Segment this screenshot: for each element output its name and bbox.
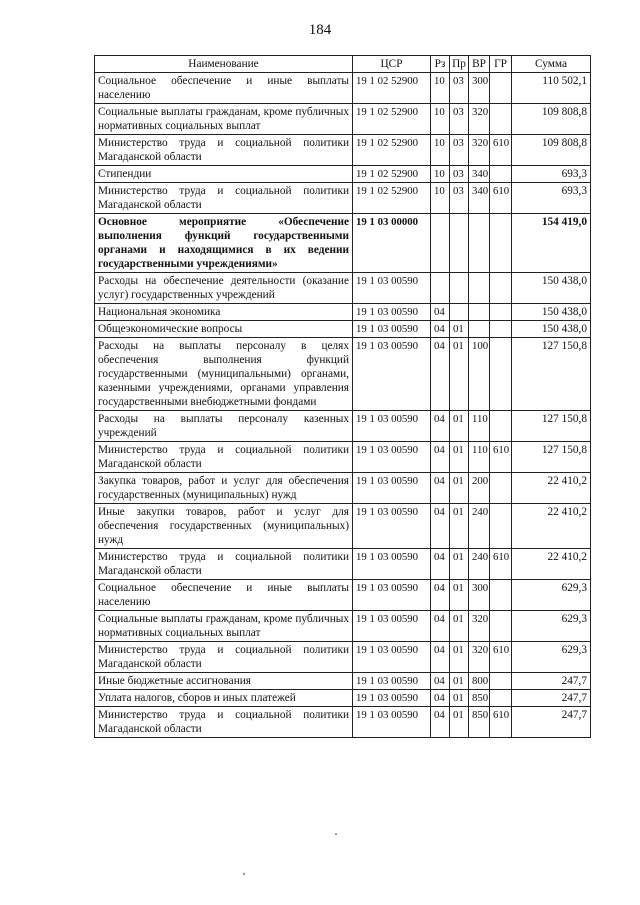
table-row [95, 580, 591, 611]
cell-gr [490, 321, 512, 338]
cell-name: Закупка товаров, работ и услуг для обеспечения государственных (муниципальных) нужд [95, 473, 353, 504]
budget-table [94, 55, 591, 738]
cell-name: Общеэкономические вопросы [95, 321, 353, 338]
table-row [95, 690, 591, 707]
cell-csr: 19 1 03 00590 [353, 673, 431, 690]
cell-pr: 01 [450, 611, 469, 642]
cell-vr: 300 [469, 580, 490, 611]
cell-gr [490, 273, 512, 304]
cell-vr: 240 [469, 504, 490, 549]
cell-rz: 04 [431, 611, 450, 642]
cell-csr: 19 1 03 00590 [353, 580, 431, 611]
cell-csr: 19 1 03 00590 [353, 411, 431, 442]
cell-gr: 610 [490, 135, 512, 166]
cell-csr: 19 1 03 00590 [353, 304, 431, 321]
cell-gr [490, 473, 512, 504]
page-number: 184 [308, 22, 332, 38]
cell-gr: 610 [490, 183, 512, 214]
cell-csr: 19 1 02 52900 [353, 183, 431, 214]
cell-vr: 340 [469, 166, 490, 183]
cell-sum: 22 410,2 [512, 549, 591, 580]
cell-gr: 610 [490, 707, 512, 738]
cell-sum: 127 150,8 [512, 338, 591, 411]
cell-sum: 693,3 [512, 183, 591, 214]
cell-sum: 109 808,8 [512, 135, 591, 166]
table-header-row [95, 56, 591, 73]
table-row [95, 73, 591, 104]
table-row [95, 166, 591, 183]
cell-gr: 610 [490, 442, 512, 473]
cell-rz: 10 [431, 135, 450, 166]
table-row [95, 504, 591, 549]
cell-rz: 04 [431, 673, 450, 690]
cell-sum: 629,3 [512, 642, 591, 673]
cell-gr [490, 104, 512, 135]
cell-pr: 01 [450, 321, 469, 338]
header-vr: ВР [469, 56, 490, 73]
cell-sum: 693,3 [512, 166, 591, 183]
cell-name: Расходы на обеспечение деятельности (оказание услуг) государственных учреждений [95, 273, 353, 304]
scan-speck [243, 873, 245, 875]
header-csr: ЦСР [353, 56, 431, 73]
cell-gr [490, 214, 512, 273]
cell-pr: 01 [450, 707, 469, 738]
cell-name: Иные закупки товаров, работ и услуг для обеспечения государственных (муниципальных) нужд [95, 504, 353, 549]
cell-csr: 19 1 03 00590 [353, 611, 431, 642]
cell-name: Стипендии [95, 166, 353, 183]
cell-name: Основное мероприятие «Обеспечение выполнения функций государственными органами и находящимися в их ведении государственными учреждениями» [95, 214, 353, 273]
cell-sum: 247,7 [512, 707, 591, 738]
table-row [95, 273, 591, 304]
cell-vr [469, 304, 490, 321]
table-row [95, 642, 591, 673]
cell-name: Министерство труда и социальной политики Магаданской области [95, 442, 353, 473]
header-name: Наименование [95, 56, 353, 73]
cell-vr: 850 [469, 690, 490, 707]
cell-pr: 01 [450, 411, 469, 442]
cell-rz: 10 [431, 166, 450, 183]
cell-vr [469, 321, 490, 338]
table-row [95, 135, 591, 166]
header-sum: Сумма [512, 56, 591, 73]
cell-pr [450, 214, 469, 273]
table-body [95, 73, 591, 738]
cell-csr: 19 1 03 00590 [353, 549, 431, 580]
cell-pr: 01 [450, 673, 469, 690]
cell-pr: 01 [450, 690, 469, 707]
cell-gr [490, 580, 512, 611]
cell-csr: 19 1 03 00590 [353, 473, 431, 504]
cell-pr: 01 [450, 442, 469, 473]
cell-csr: 19 1 03 00590 [353, 642, 431, 673]
cell-pr: 01 [450, 504, 469, 549]
cell-vr: 300 [469, 73, 490, 104]
cell-name: Иные бюджетные ассигнования [95, 673, 353, 690]
table-row [95, 214, 591, 273]
cell-csr: 19 1 03 00590 [353, 442, 431, 473]
cell-gr [490, 411, 512, 442]
cell-rz: 04 [431, 442, 450, 473]
cell-name: Социальное обеспечение и иные выплаты населению [95, 580, 353, 611]
cell-rz: 04 [431, 411, 450, 442]
cell-vr: 320 [469, 642, 490, 673]
cell-name: Национальная экономика [95, 304, 353, 321]
cell-gr [490, 504, 512, 549]
cell-rz [431, 214, 450, 273]
cell-vr: 240 [469, 549, 490, 580]
cell-sum: 127 150,8 [512, 411, 591, 442]
cell-gr [490, 690, 512, 707]
cell-csr: 19 1 03 00590 [353, 273, 431, 304]
cell-rz: 04 [431, 580, 450, 611]
cell-gr [490, 304, 512, 321]
cell-sum: 22 410,2 [512, 504, 591, 549]
cell-name: Министерство труда и социальной политики Магаданской области [95, 642, 353, 673]
cell-rz: 04 [431, 549, 450, 580]
table-row [95, 707, 591, 738]
cell-gr: 610 [490, 642, 512, 673]
cell-rz: 04 [431, 304, 450, 321]
table-row [95, 338, 591, 411]
cell-sum: 150 438,0 [512, 273, 591, 304]
cell-vr: 340 [469, 183, 490, 214]
cell-pr: 01 [450, 642, 469, 673]
cell-csr: 19 1 03 00000 [353, 214, 431, 273]
cell-sum: 150 438,0 [512, 321, 591, 338]
cell-vr: 200 [469, 473, 490, 504]
cell-sum: 127 150,8 [512, 442, 591, 473]
cell-name: Расходы на выплаты персоналу в целях обеспечения выполнения функций государственными (муниципальными) органами, казенными учреждениями, органами управления государственными внебюджетными фондами [95, 338, 353, 411]
cell-name: Социальное обеспечение и иные выплаты населению [95, 73, 353, 104]
cell-name: Министерство труда и социальной политики Магаданской области [95, 707, 353, 738]
table-row [95, 611, 591, 642]
cell-pr [450, 304, 469, 321]
cell-rz [431, 273, 450, 304]
table-row [95, 104, 591, 135]
cell-sum: 22 410,2 [512, 473, 591, 504]
cell-gr [490, 338, 512, 411]
cell-csr: 19 1 03 00590 [353, 338, 431, 411]
header-pr: Пр [450, 56, 469, 73]
table-row [95, 183, 591, 214]
header-gr: ГР [490, 56, 512, 73]
cell-name: Министерство труда и социальной политики Магаданской области [95, 549, 353, 580]
cell-csr: 19 1 02 52900 [353, 73, 431, 104]
cell-csr: 19 1 03 00590 [353, 690, 431, 707]
cell-rz: 04 [431, 473, 450, 504]
cell-vr: 100 [469, 338, 490, 411]
cell-pr: 03 [450, 135, 469, 166]
cell-vr: 110 [469, 442, 490, 473]
cell-pr: 01 [450, 338, 469, 411]
cell-name: Уплата налогов, сборов и иных платежей [95, 690, 353, 707]
cell-csr: 19 1 02 52900 [353, 104, 431, 135]
cell-rz: 04 [431, 321, 450, 338]
table-row [95, 321, 591, 338]
cell-rz: 04 [431, 504, 450, 549]
cell-pr: 03 [450, 73, 469, 104]
cell-pr: 03 [450, 166, 469, 183]
cell-rz: 10 [431, 104, 450, 135]
cell-gr: 610 [490, 549, 512, 580]
cell-sum: 247,7 [512, 690, 591, 707]
cell-rz: 10 [431, 73, 450, 104]
table-row [95, 304, 591, 321]
table-row [95, 442, 591, 473]
scan-speck [335, 833, 337, 835]
cell-pr: 01 [450, 549, 469, 580]
cell-sum: 629,3 [512, 580, 591, 611]
table-row [95, 411, 591, 442]
cell-rz: 04 [431, 642, 450, 673]
cell-sum: 154 419,0 [512, 214, 591, 273]
cell-csr: 19 1 03 00590 [353, 707, 431, 738]
cell-pr [450, 273, 469, 304]
cell-pr: 01 [450, 473, 469, 504]
cell-csr: 19 1 03 00590 [353, 504, 431, 549]
table-row [95, 473, 591, 504]
cell-pr: 03 [450, 183, 469, 214]
cell-vr: 320 [469, 104, 490, 135]
cell-gr [490, 673, 512, 690]
cell-sum: 629,3 [512, 611, 591, 642]
cell-name: Расходы на выплаты персоналу казенных учреждений [95, 411, 353, 442]
cell-name: Социальные выплаты гражданам, кроме публичных нормативных социальных выплат [95, 104, 353, 135]
cell-sum: 247,7 [512, 673, 591, 690]
cell-pr: 01 [450, 580, 469, 611]
cell-gr [490, 73, 512, 104]
cell-vr: 800 [469, 673, 490, 690]
cell-vr [469, 273, 490, 304]
cell-gr [490, 166, 512, 183]
cell-rz: 04 [431, 707, 450, 738]
cell-name: Социальные выплаты гражданам, кроме публичных нормативных социальных выплат [95, 611, 353, 642]
cell-vr: 320 [469, 611, 490, 642]
cell-vr: 320 [469, 135, 490, 166]
cell-vr [469, 214, 490, 273]
cell-csr: 19 1 02 52900 [353, 135, 431, 166]
cell-csr: 19 1 02 52900 [353, 166, 431, 183]
cell-name: Министерство труда и социальной политики Магаданской области [95, 135, 353, 166]
cell-gr [490, 611, 512, 642]
cell-sum: 109 808,8 [512, 104, 591, 135]
cell-vr: 850 [469, 707, 490, 738]
cell-vr: 110 [469, 411, 490, 442]
cell-sum: 110 502,1 [512, 73, 591, 104]
table-row [95, 673, 591, 690]
cell-csr: 19 1 03 00590 [353, 321, 431, 338]
cell-sum: 150 438,0 [512, 304, 591, 321]
cell-rz: 04 [431, 338, 450, 411]
table-row [95, 549, 591, 580]
cell-rz: 04 [431, 690, 450, 707]
cell-pr: 03 [450, 104, 469, 135]
cell-name: Министерство труда и социальной политики Магаданской области [95, 183, 353, 214]
cell-rz: 10 [431, 183, 450, 214]
header-rz: Рз [431, 56, 450, 73]
